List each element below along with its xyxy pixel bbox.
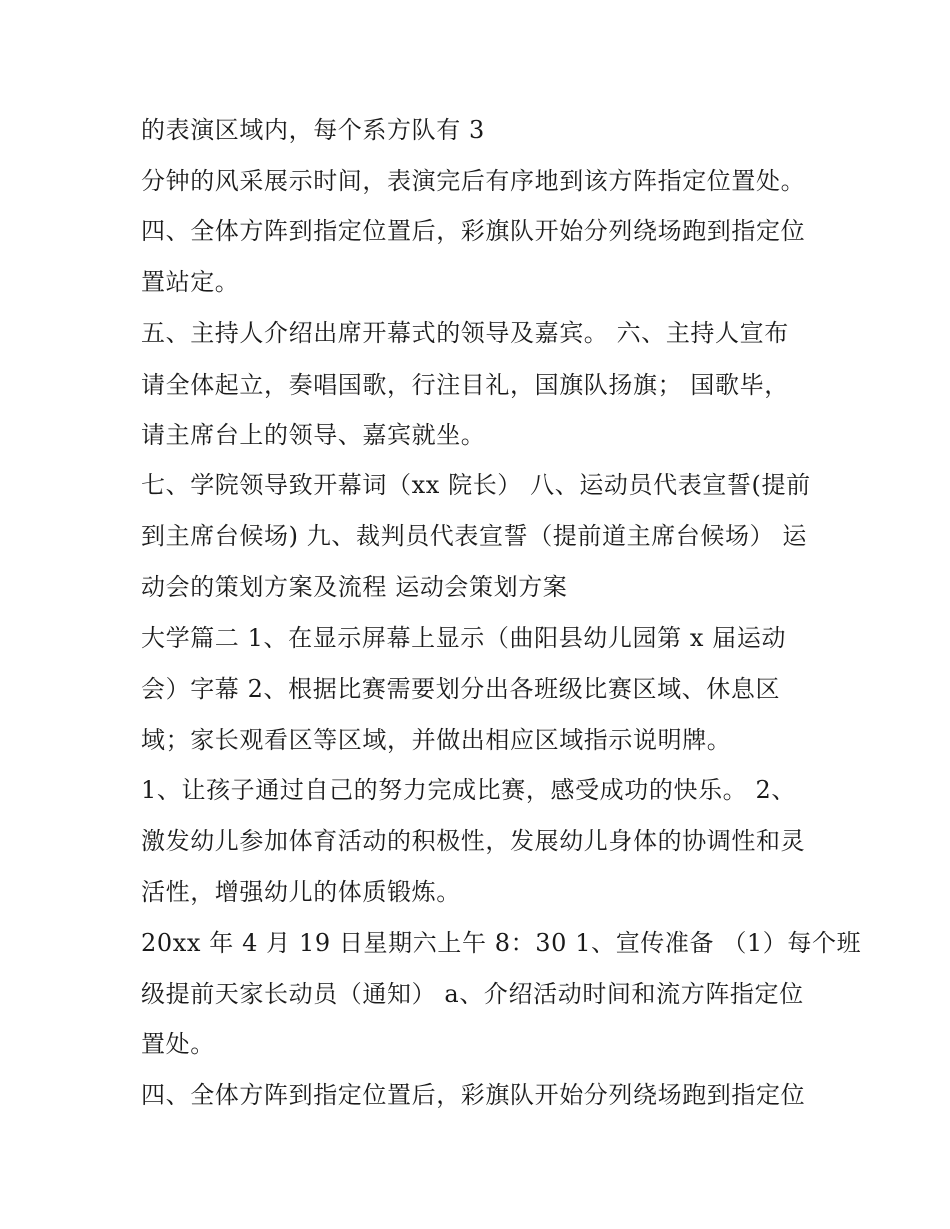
- text-line: 四、全体方阵到指定位置后，彩旗队开始分列绕场跑到指定位: [141, 217, 806, 245]
- text-line: 五、主持人介绍出席开幕式的领导及嘉宾。 六、主持人宣布: [141, 319, 789, 347]
- text-line: 请全体起立，奏唱国歌，行注目礼，国旗队扬旗； 国歌毕，: [141, 371, 789, 399]
- text-line: 到主席台候场) 九、裁判员代表宣誓（提前道主席台候场） 运: [141, 522, 808, 550]
- text-line: 激发幼儿参加体育活动的积极性，发展幼儿身体的协调性和灵: [141, 827, 806, 855]
- text-line: 动会的策划方案及流程 运动会策划方案: [141, 573, 568, 601]
- text-line: 分钟的风采展示时间，表演完后有序地到该方阵指定位置处。: [141, 167, 806, 195]
- text-line: 置处。: [141, 1030, 215, 1058]
- text-line: 活性，增强幼儿的体质锻炼。: [141, 878, 461, 906]
- text-line: 的表演区域内，每个系方队有 3: [141, 116, 485, 144]
- text-line: 级提前天家长动员（通知） a、介绍活动时间和流方阵指定位: [141, 980, 804, 1008]
- text-line: 20xx 年 4 月 19 日星期六上午 8：30 1、宣传准备 （1）每个班: [141, 929, 862, 957]
- text-line: 会）字幕 2、根据比赛需要划分出各班级比赛区域、休息区: [141, 675, 781, 703]
- text-line: 大学篇二 1、在显示屏幕上显示（曲阳县幼儿园第 x 届运动: [141, 624, 787, 652]
- text-line: 置站定。: [141, 268, 240, 296]
- text-line: 请主席台上的领导、嘉宾就坐。: [141, 421, 486, 449]
- text-line: 域；家长观看区等区域，并做出相应区域指示说明牌。: [141, 726, 732, 754]
- text-line: 1、让孩子通过自己的努力完成比赛，感受成功的快乐。 2、: [141, 776, 796, 804]
- text-line: 四、全体方阵到指定位置后，彩旗队开始分列绕场跑到指定位: [141, 1081, 806, 1109]
- text-line: 七、学院领导致开幕词（xx 院长） 八、运动员代表宣誓(提前: [141, 471, 811, 499]
